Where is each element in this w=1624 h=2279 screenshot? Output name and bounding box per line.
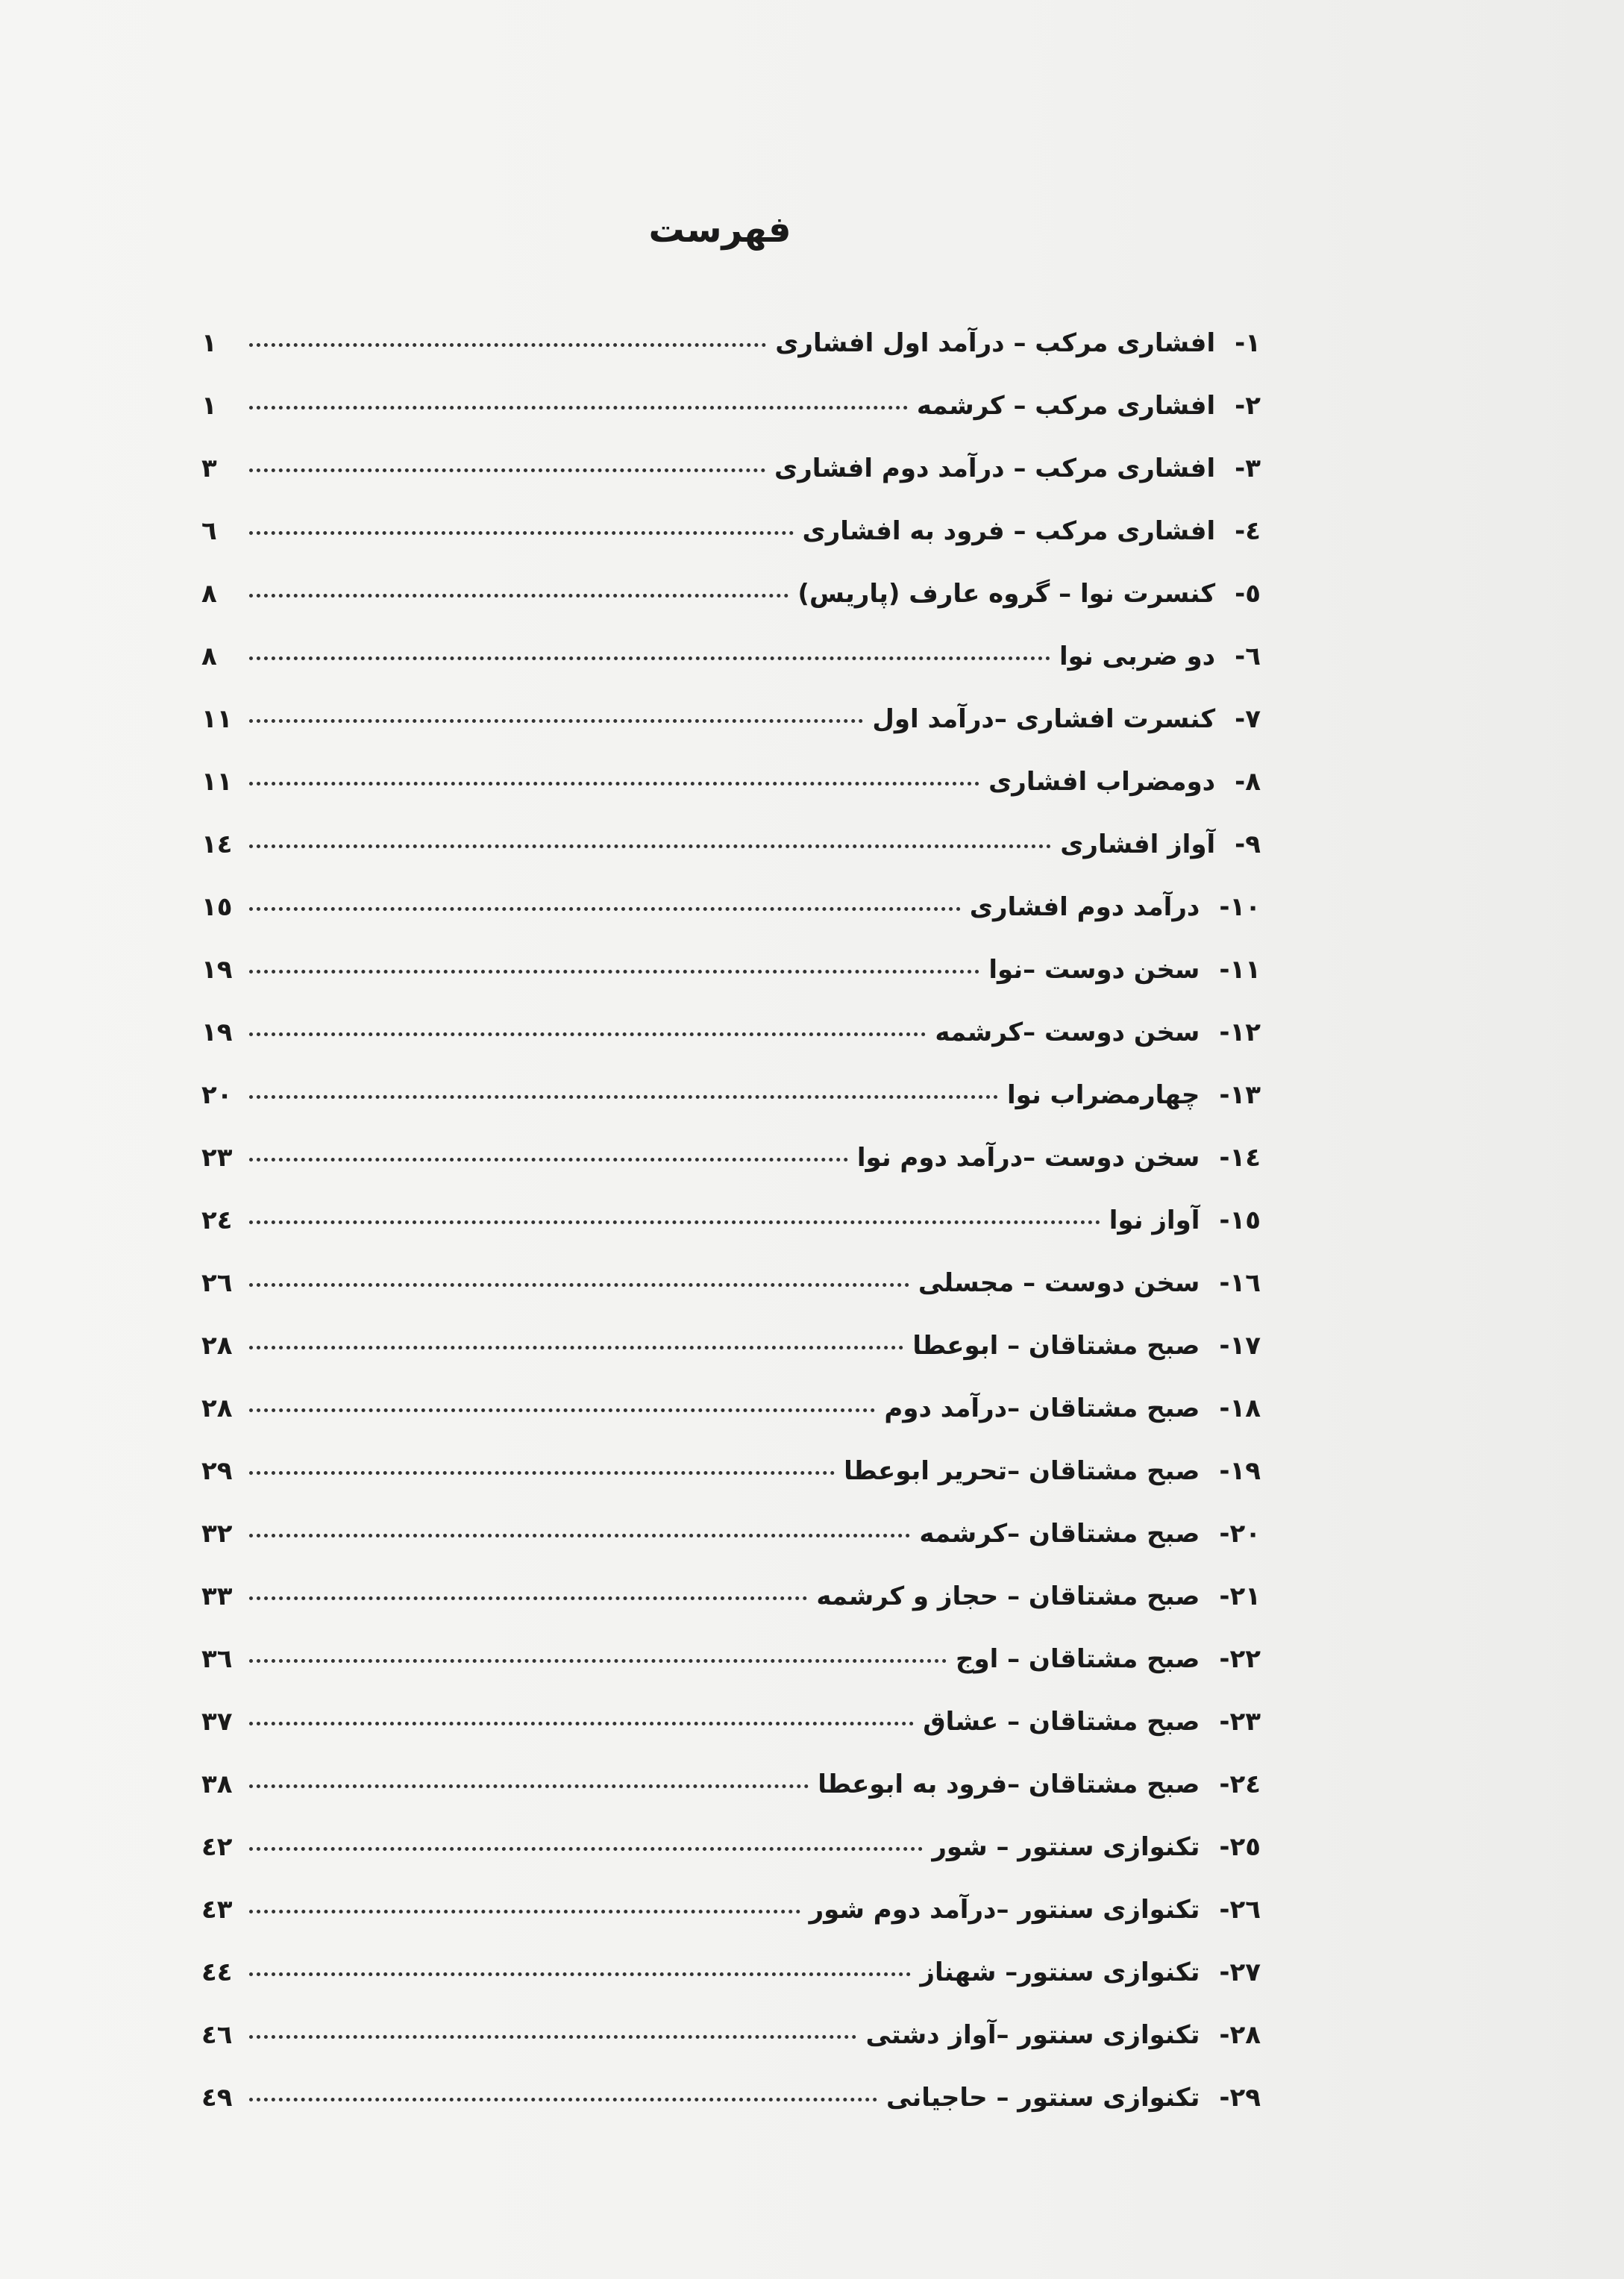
dot-leader — [249, 594, 789, 598]
toc-entry — [201, 1895, 1261, 1957]
dot-leader — [249, 656, 1050, 660]
dot-leader — [249, 1659, 947, 1663]
entry-page-number: ۱٥ — [201, 892, 233, 922]
entry-page-number: ۳۸ — [201, 1769, 233, 1799]
toc-entry — [201, 516, 1261, 579]
toc-entry — [201, 892, 1261, 955]
entry-page-number: ۸ — [201, 642, 217, 671]
entry-number: ٦- — [1235, 642, 1261, 671]
toc-entry — [201, 1644, 1261, 1707]
dot-leader — [249, 1220, 1100, 1224]
entry-title: آواز نوا — [1109, 1206, 1200, 1235]
entry-number: ۲۰- — [1219, 1519, 1261, 1549]
dot-leader — [249, 1283, 909, 1287]
dot-leader — [249, 2035, 856, 2039]
toc-entry — [201, 1143, 1261, 1206]
toc-entry — [201, 1268, 1261, 1331]
entry-page-number: ۱۱ — [201, 704, 233, 734]
entry-number: ۲۹- — [1219, 2083, 1261, 2113]
entry-number: ۲۸- — [1219, 2020, 1261, 2050]
toc-entry — [201, 1331, 1261, 1394]
dot-leader — [249, 1847, 923, 1851]
entry-page-number: ٦ — [201, 516, 217, 546]
entry-page-number: ۳۳ — [201, 1581, 233, 1611]
entry-title: افشاری مرکب – درآمد اول افشاری — [775, 328, 1216, 358]
entry-number: ۱۸- — [1219, 1394, 1261, 1423]
entry-title: دو ضربی نوا — [1059, 642, 1216, 671]
dot-leader — [249, 907, 961, 911]
entry-page-number: ۲۰ — [201, 1080, 233, 1110]
entry-title: صبح مشتاقان – اوج — [955, 1644, 1200, 1674]
entry-page-number: ۲٦ — [201, 1268, 233, 1298]
entry-title: تکنوازی سنتور –درآمد دوم شور — [809, 1895, 1200, 1925]
entry-number: ۲۱- — [1219, 1581, 1261, 1611]
entry-page-number: ۳۷ — [201, 1707, 233, 1737]
entry-number: ۲۷- — [1219, 1957, 1261, 1987]
entry-title: تکنوازی سنتور– شهناز — [920, 1957, 1200, 1987]
toc-entry — [201, 1832, 1261, 1895]
dot-leader — [249, 1158, 848, 1162]
entry-page-number: ۱۹ — [201, 955, 233, 985]
entry-number: ۲٦- — [1219, 1895, 1261, 1925]
dot-leader — [249, 2098, 877, 2101]
entry-page-number: ۳٦ — [201, 1644, 233, 1674]
toc-entry — [201, 579, 1261, 642]
entry-number: ۱- — [1235, 328, 1261, 358]
page-title: فهرست — [648, 209, 791, 251]
entry-title: سخن دوست – مجسلی — [918, 1268, 1200, 1298]
entry-number: ۱۳- — [1219, 1080, 1261, 1110]
entry-title: تکنوازی سنتور –آواز دشتی — [865, 2020, 1200, 2050]
entry-page-number: ٤۳ — [201, 1895, 233, 1925]
dot-leader — [249, 1346, 903, 1349]
entry-title: افشاری مرکب – کرشمه — [916, 391, 1216, 421]
toc-entry — [201, 1519, 1261, 1581]
entry-page-number: ۳ — [201, 454, 217, 483]
entry-title: کنسرت افشاری –درآمد اول — [872, 704, 1216, 734]
dot-leader — [249, 531, 794, 535]
entry-number: ٤- — [1235, 516, 1261, 546]
toc-entry — [201, 767, 1261, 830]
entry-title: صبح مشتاقان –تحریر ابوعطا — [844, 1456, 1200, 1486]
entry-number: ۲- — [1235, 391, 1261, 421]
toc-entry — [201, 830, 1261, 892]
dot-leader — [249, 844, 1051, 848]
toc-entry — [201, 1206, 1261, 1268]
toc-entry — [201, 1456, 1261, 1519]
dot-leader — [249, 719, 863, 723]
entry-title: چهارمضراب نوا — [1006, 1080, 1200, 1110]
dot-leader — [249, 1471, 835, 1475]
dot-leader — [249, 970, 979, 974]
entry-title: سخن دوست –درآمد دوم نوا — [856, 1143, 1200, 1173]
entry-number: ٥- — [1235, 579, 1261, 609]
entry-page-number: ۱ — [201, 328, 217, 358]
entry-number: ۱۰- — [1219, 892, 1261, 922]
entry-title: سخن دوست –کرشمه — [935, 1018, 1200, 1047]
entry-number: ۸- — [1235, 767, 1261, 797]
entry-number: ۲۳- — [1219, 1707, 1261, 1737]
entry-number: ۱۱- — [1219, 955, 1261, 985]
entry-title: افشاری مرکب – فرود به افشاری — [802, 516, 1216, 546]
entry-title: سخن دوست –نوا — [988, 955, 1200, 985]
entry-page-number: ٤٤ — [201, 1957, 233, 1987]
entry-title: صبح مشتاقان – ابوعطا — [912, 1331, 1200, 1361]
entry-page-number: ۱ — [201, 391, 217, 421]
entry-title: تکنوازی سنتور – شور — [932, 1832, 1200, 1862]
entry-number: ۳- — [1235, 454, 1261, 483]
entry-number: ۱٥- — [1219, 1206, 1261, 1235]
toc-entry — [201, 1018, 1261, 1080]
entry-title: تکنوازی سنتور – حاجیانی — [886, 2083, 1200, 2113]
entry-number: ۲٥- — [1219, 1832, 1261, 1862]
entry-number: ۱۲- — [1219, 1018, 1261, 1047]
entry-page-number: ٤٦ — [201, 2020, 233, 2050]
entry-number: ۱٤- — [1219, 1143, 1261, 1173]
entry-title: صبح مشتاقان – حجاز و کرشمه — [816, 1581, 1200, 1611]
toc-entry — [201, 1394, 1261, 1456]
entry-page-number: ۱٤ — [201, 830, 233, 859]
entry-title: صبح مشتاقان –فرود به ابوعطا — [818, 1769, 1200, 1799]
entry-title: صبح مشتاقان –درآمد دوم — [884, 1394, 1200, 1423]
entry-number: ۹- — [1235, 830, 1261, 859]
entry-page-number: ٤۹ — [201, 2083, 233, 2113]
entry-page-number: ۸ — [201, 579, 217, 609]
entry-page-number: ۲٤ — [201, 1206, 233, 1235]
entry-title: کنسرت نوا – گروه عارف (پاریس) — [797, 579, 1216, 609]
dot-leader — [249, 1910, 800, 1913]
dot-leader — [249, 1722, 914, 1725]
entry-number: ۲٤- — [1219, 1769, 1261, 1799]
toc-entry — [201, 704, 1261, 767]
entry-page-number: ٤۲ — [201, 1832, 233, 1862]
entry-title: درآمد دوم افشاری — [969, 892, 1200, 922]
dot-leader — [249, 1095, 998, 1099]
dot-leader — [249, 1784, 809, 1788]
dot-leader — [249, 1534, 910, 1537]
toc-entry — [201, 2083, 1261, 2145]
entry-page-number: ۲۸ — [201, 1394, 233, 1423]
entry-page-number: ۱۱ — [201, 767, 233, 797]
toc-entry — [201, 2020, 1261, 2083]
toc-entry — [201, 1769, 1261, 1832]
toc-entry — [201, 955, 1261, 1018]
toc-entry — [201, 642, 1261, 704]
entry-title: صبح مشتاقان –کرشمه — [919, 1519, 1200, 1549]
toc-entry — [201, 1707, 1261, 1769]
entry-number: ۲۲- — [1219, 1644, 1261, 1674]
entry-page-number: ۲۸ — [201, 1331, 233, 1361]
dot-leader — [249, 1972, 911, 1976]
entry-number: ۷- — [1235, 704, 1261, 734]
dot-leader — [249, 782, 979, 786]
entry-title: آواز افشاری — [1060, 830, 1216, 859]
dot-leader — [249, 343, 766, 347]
dot-leader — [249, 406, 908, 410]
entry-title: افشاری مرکب – درآمد دوم افشاری — [774, 454, 1216, 483]
entry-page-number: ۱۹ — [201, 1018, 233, 1047]
dot-leader — [249, 468, 765, 472]
entry-title: دومضراب افشاری — [988, 767, 1216, 797]
entry-number: ۱۷- — [1219, 1331, 1261, 1361]
entry-number: ۱۹- — [1219, 1456, 1261, 1486]
toc-entry — [201, 1080, 1261, 1143]
table-of-contents — [201, 328, 1261, 2145]
toc-entry — [201, 1957, 1261, 2020]
toc-entry — [201, 391, 1261, 454]
dot-leader — [249, 1032, 926, 1036]
entry-page-number: ۲۹ — [201, 1456, 233, 1486]
toc-entry — [201, 1581, 1261, 1644]
entry-page-number: ۳۲ — [201, 1519, 233, 1549]
entry-number: ۱٦- — [1219, 1268, 1261, 1298]
dot-leader — [249, 1596, 807, 1600]
entry-page-number: ۲۳ — [201, 1143, 233, 1173]
entry-title: صبح مشتاقان – عشاق — [923, 1707, 1200, 1737]
toc-entry — [201, 328, 1261, 391]
dot-leader — [249, 1408, 875, 1412]
toc-entry — [201, 454, 1261, 516]
